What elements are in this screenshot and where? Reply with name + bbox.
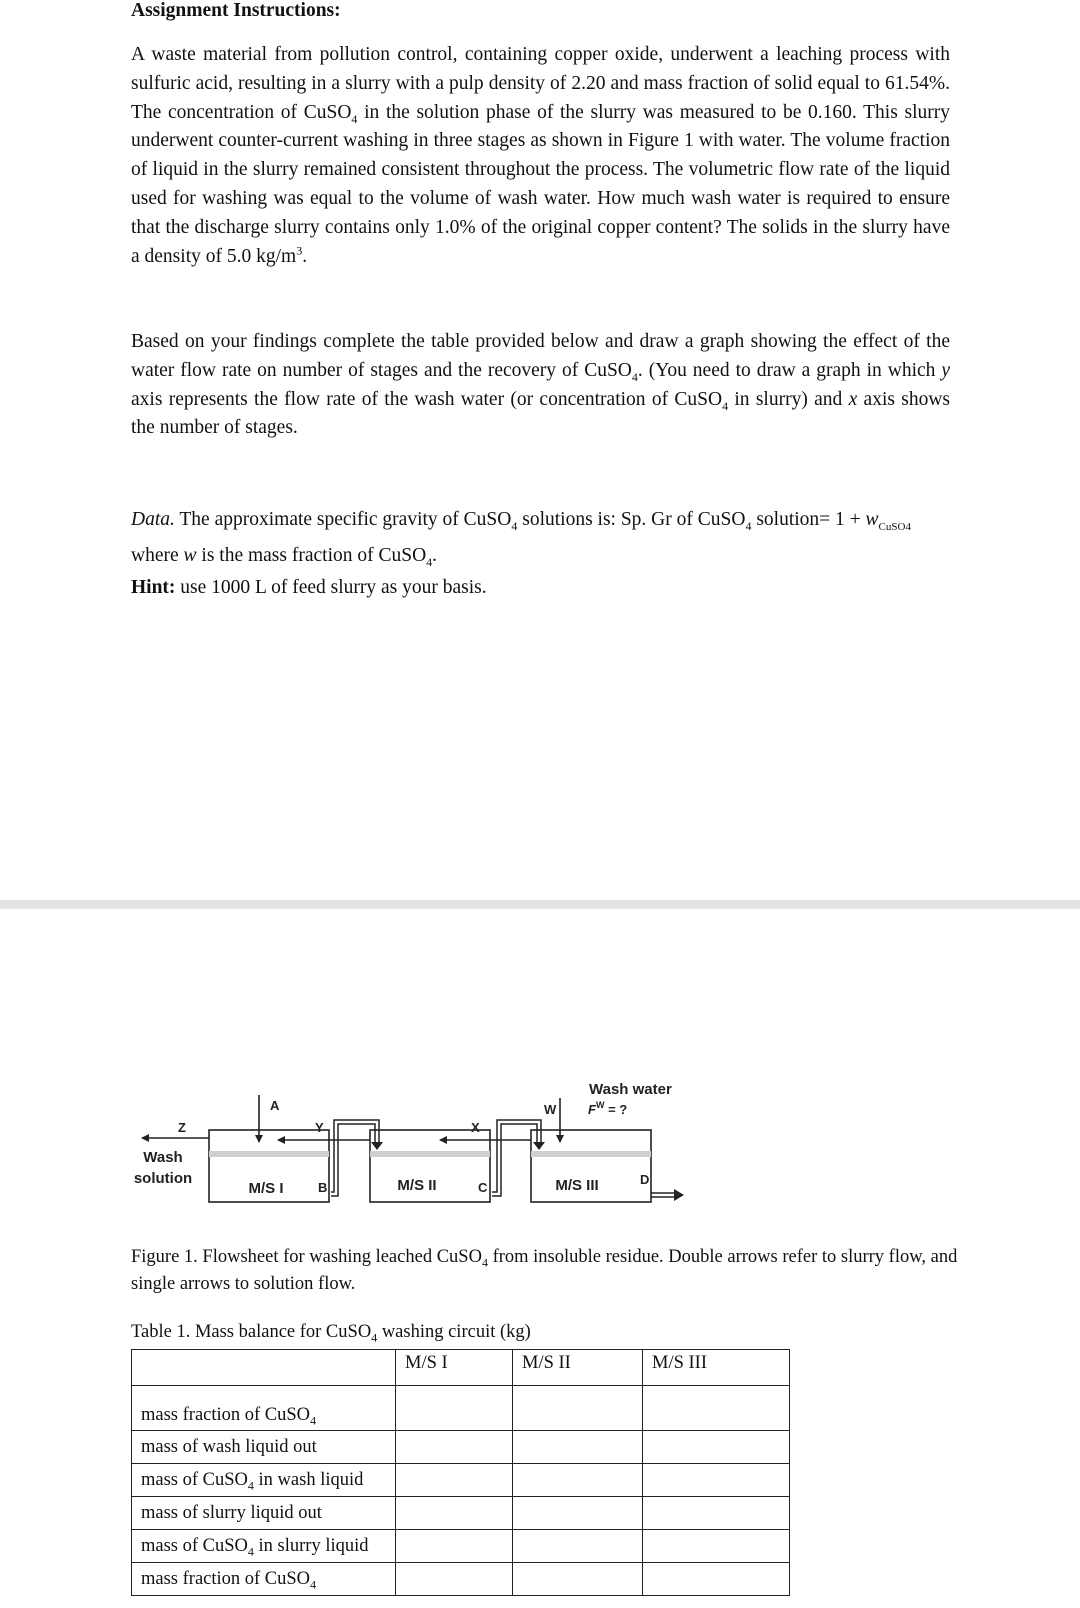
wash-water-flow-label [588, 1100, 627, 1117]
table-row [132, 1431, 790, 1464]
table-title [131, 1322, 531, 1343]
table-header-cell [132, 1350, 396, 1386]
row-label-text: in slurry liquid [253, 1535, 369, 1556]
table-cell[interactable] [513, 1431, 643, 1464]
assignment-heading: Assignment Instructions: [131, 0, 341, 21]
subscript: 4 [631, 369, 638, 384]
fw-symbol: F [588, 1102, 596, 1117]
table-cell[interactable] [396, 1386, 513, 1431]
table-cell[interactable] [513, 1497, 643, 1530]
caption-text-1: Figure 1. Flowsheet for washing leached CuSO [131, 1247, 482, 1267]
subscript: 4 [310, 1577, 317, 1592]
table-title-text-2: washing circuit (kg) [377, 1322, 531, 1342]
row-label [132, 1431, 396, 1464]
subscript: 4 [247, 1478, 254, 1493]
table-cell[interactable] [513, 1464, 643, 1497]
table-row [132, 1497, 790, 1530]
problem-statement [131, 41, 950, 271]
wash-water-label: Wash water [589, 1081, 672, 1098]
task-text-3: axis represents the flow rate of the wash water (or concentration of CuSO [131, 388, 723, 410]
page-divider [0, 900, 1080, 909]
row-label-text: mass of wash liquid out [141, 1436, 317, 1457]
task-text-2: . (You need to draw a graph in which [637, 359, 942, 381]
row-label-text: mass of slurry liquid out [141, 1502, 322, 1523]
row-label [132, 1497, 396, 1530]
stream-label-w: W [544, 1102, 557, 1117]
tank-1-liquid-level [209, 1151, 329, 1157]
wash-solution-label-line2: solution [133, 1170, 193, 1187]
table-cell[interactable] [643, 1431, 790, 1464]
hint-text: use 1000 L of feed slurry as your basis. [175, 577, 487, 598]
discharge-arrowhead-d [674, 1189, 684, 1201]
hint-label: Hint: [131, 577, 176, 598]
row-label [132, 1464, 396, 1497]
stage-label-1: M/S I [248, 1180, 284, 1197]
table-cell[interactable] [396, 1431, 513, 1464]
figure-caption [131, 1244, 961, 1298]
stream-label-b: B [318, 1180, 328, 1195]
row-label-text: mass of CuSO [141, 1469, 248, 1490]
table-cell[interactable] [643, 1563, 790, 1596]
row-label [132, 1563, 396, 1596]
table-cell[interactable] [513, 1386, 643, 1431]
table-header-cell: M/S II [513, 1350, 643, 1386]
row-label [132, 1386, 396, 1431]
table-cell[interactable] [643, 1464, 790, 1497]
table-row [132, 1563, 790, 1596]
subscript: 4 [371, 1330, 378, 1345]
data-note [131, 502, 950, 574]
tank-2-liquid-level [370, 1151, 490, 1157]
table-cell[interactable] [396, 1530, 513, 1563]
table-cell[interactable] [396, 1497, 513, 1530]
data-text-1: The approximate specific gravity of CuSO [174, 509, 512, 530]
table-cell[interactable] [396, 1464, 513, 1497]
superscript: 3 [296, 243, 303, 258]
table-cell[interactable] [643, 1386, 790, 1431]
subscript: 4 [481, 1255, 488, 1270]
subscript: 4 [310, 1413, 317, 1428]
w-subscript: CuSO4 [878, 520, 911, 533]
stream-label-a: A [270, 1098, 280, 1113]
slurry-line-b-inner [331, 1124, 375, 1196]
subscript: 4 [426, 554, 433, 569]
stage-label-3: M/S III [555, 1177, 599, 1194]
mass-balance-table [131, 1349, 790, 1596]
caption-text-2: from insoluble residue. Double arrows refer to slurry flow, and single arrows to solution flow. [131, 1247, 958, 1294]
stream-label-d: D [640, 1172, 650, 1187]
data-text-2: solutions is: Sp. Gr of CuSO [517, 509, 746, 530]
table-cell[interactable] [396, 1563, 513, 1596]
data-line2-b: is the mass fraction of CuSO [196, 545, 427, 566]
y-variable: y [941, 359, 951, 381]
data-text-3: solution= 1 + [751, 509, 866, 530]
row-label-text: mass fraction of CuSO [141, 1405, 311, 1425]
subscript: 4 [351, 111, 358, 126]
row-label-text: mass fraction of CuSO [141, 1568, 311, 1589]
wash-solution-label-line1: Wash [143, 1149, 183, 1166]
table-cell[interactable] [643, 1497, 790, 1530]
w-variable: w [183, 545, 197, 566]
table-header-cell: M/S III [643, 1350, 790, 1386]
subscript: 4 [247, 1544, 254, 1559]
task-text-5: axis shows the number of stages. [131, 388, 951, 439]
table-header-row [132, 1350, 790, 1386]
stage-label-2: M/S II [397, 1177, 437, 1194]
table-header-cell: M/S I [396, 1350, 513, 1386]
tank-3-liquid-level [531, 1151, 651, 1157]
table-row [132, 1530, 790, 1563]
subscript: 4 [745, 518, 752, 533]
row-label-text: in wash liquid [253, 1469, 364, 1490]
problem-text-1: A waste material from pollution control, containing copper oxide, underwent a leaching process with sulfuric acid, resulting in a slurry with a pulp density of 2.20 and mass fraction of solid equal to 61.54%. The concentration of CuSO [131, 44, 950, 123]
hint [131, 574, 950, 603]
fw-superscript: W [595, 1100, 605, 1110]
task-text-1: Based on your findings complete the table provided below and draw a graph showing the effect of the water flow rate on number of stages and the recovery of CuSO [131, 331, 950, 381]
table-row [132, 1464, 790, 1497]
fw-unknown: = ? [604, 1102, 628, 1117]
problem-text-2: in the solution phase of the slurry was measured to be 0.160. This slurry underwent counter-current washing in three stages as shown in Figure 1 with water. The volume fraction of liquid in the slurry remained consistent throughout the process. The volumetric flow rate of the liquid used for washing was equal to the volume of wash water. How much wash water is required to ensure that the discharge slurry contains only 1.0% of the original copper content? The solids in the slurry have a density of 5.0 kg/m [131, 101, 950, 267]
stream-label-z: Z [178, 1120, 186, 1135]
x-variable: x [848, 388, 858, 410]
subscript: 4 [511, 518, 518, 533]
table-cell[interactable] [513, 1530, 643, 1563]
problem-text-end: . [302, 245, 308, 267]
table-cell[interactable] [513, 1563, 643, 1596]
w-variable: w [865, 509, 879, 530]
stream-label-y: Y [315, 1120, 324, 1135]
stream-label-c: C [478, 1180, 488, 1195]
row-label [132, 1530, 396, 1563]
table-row [132, 1386, 790, 1431]
row-label-text: mass of CuSO [141, 1535, 248, 1556]
table-cell[interactable] [643, 1530, 790, 1563]
stream-label-x: X [471, 1120, 480, 1135]
table-title-text-1: Table 1. Mass balance for CuSO [131, 1322, 372, 1342]
flowsheet-diagram [128, 1080, 688, 1220]
data-label: Data. [131, 509, 175, 530]
task-text-4: in slurry) and [728, 388, 849, 410]
subscript: 4 [722, 398, 729, 413]
data-line2-c: . [432, 545, 438, 566]
task-statement [131, 328, 950, 443]
data-line2-a: where [131, 545, 184, 566]
